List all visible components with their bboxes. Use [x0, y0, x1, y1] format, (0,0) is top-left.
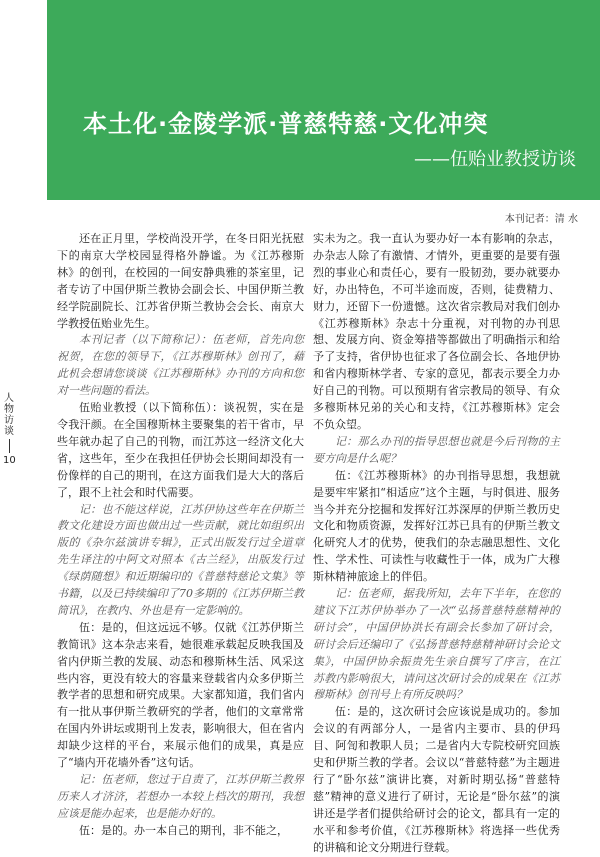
- answer-paragraph: 伍：是的，这次研讨会应该说是成功的。参加会议的有两部分人，一是省内主要市、县的伊玛目、阿訇和教职人员；二是省内大专院校研究回族史和伊斯兰教的学者。会议以“普慈特慈”为主题进行了“卧尔兹”演讲比赛，对新时期弘扬“普慈特慈”精神的意义进行了研讨，无论是“卧尔兹”的演讲还是学者们提供给研讨会的论文，都具有一定的水平和参考价值，《江苏穆斯林》将选择一些优秀的讲稿和论文分期进行登载。: [313, 705, 560, 854]
- paragraph-continued: 实未为之。我一直认为要办好一本有影响的杂志，办杂志人除了有激情、才情外，更重要的是要有强烈的事业心和责任心，要有一股韧劲，要办就要办好，办出特色，不可半途而废，否则，徒费精力、财力，还留下一份遗憾。这次省宗教局对我们创办《江苏穆斯林》杂志十分重视，对刊物的办刊思想、发展方向、资金筹措等都做出了明确指示和给予了支持，省伊协也征求了各位副会长、各地伊协和省内穆斯林学者、专家的意见，都表示要全力办好自己的刊物。可以预期有省宗教局的领导、有众多穆斯林兄弟的关心和支持，《江苏穆斯林》定会不负众望。: [313, 232, 560, 431]
- paragraph: 还在正月里，学校尚没开学，在冬日阳光抚慰下的南京大学校园显得格外静谧。为《江苏穆斯林》的创刊，在校园的一间安静典雅的茶室里，记者专访了中国伊斯兰教协会副会长、中国伊斯兰教经学院副院长、江苏省伊斯兰教协会会长、南京大学教授伍贻业先生。: [57, 232, 304, 330]
- question-paragraph: 本刊记者（以下简称记）：伍老师，首先向您祝贺，在您的领导下，《江苏穆斯林》创刊了，藉此机会想请您谈谈《江苏穆斯林》办刊的方向和您对一些问题的看法。: [57, 333, 304, 398]
- divider: [9, 439, 10, 453]
- right-column: [313, 231, 560, 857]
- sidebar-page-marker: [3, 393, 15, 466]
- section-label: 人物访谈: [4, 393, 14, 437]
- reporter-credit: 本刊记者：清 水: [504, 214, 578, 225]
- title-banner: [47, 0, 600, 200]
- question-paragraph: 记：伍老师，据我所知，去年下半年，在您的建议下江苏伊协举办了一次“弘扬普慈特慈精神的研讨会”，中国伊协洪长有副会长参加了研讨会，研讨会后还编印了《弘扬普慈特慈精神研讨会论文集》，中国伊协余振贵先生亲自撰写了序言，在江苏教内影响很大，请问这次研讨会的成果在《江苏穆斯林》创刊号上有所反映吗？: [313, 587, 560, 702]
- article-subtitle: ——伍贻业教授访谈: [414, 149, 576, 170]
- question-paragraph: 记：也不能这样说，江苏伊协这些年在伊斯兰教文化建设方面也做出过一些贡献，就比如组织出版的《杂尔兹演讲专辑》，正式出版发行过全道章先生译注的中阿文对照本《古兰经》，出版发行过《绿荫随想》和近期编印的《普慈特慈论文集》等书籍，以及已持续编印了70多期的《江苏伊斯兰教简讯》，在教内、外也是有一定影响的。: [57, 502, 304, 617]
- answer-paragraph: 伍贻业教授（以下简称伍）：谈祝贺，实在是令我汗颜。在全国穆斯林主要聚集的若干省市，早些年就办起了自己的刊物，而江苏这一经济文化大省，这些年，至少在我担任伊协会长期间却没有一份像样的自己的期刊，在这方面我们是大大的落后了，跟不上社会和时代需要。: [57, 401, 304, 499]
- answer-paragraph: 伍：是的。办一本自己的期刊，非不能之，: [79, 823, 288, 837]
- answer-paragraph: 伍：是的，但这远远不够。仅就《江苏伊斯兰教简讯》这本杂志来看，她很难承载起反映我国及省内伊斯兰教的发展、动态和穆斯林生活、风采这些内容，更没有较大的容量来登载省内众多伊斯兰教学者的思想和研究成果。大家都知道，我们省内有一批从事伊斯兰教研究的学者，他们的文章常常在国内外讲坛或期刊上发表，影响很大，但在省内却缺少这样的平台，来展示他们的成果，真是应了“墙内开花墙外香”这句话。: [57, 620, 304, 770]
- article-title: 本土化·金陵学派·普慈特慈·文化冲突: [83, 110, 489, 138]
- question-paragraph: 记：那么办刊的指导思想也就是今后刊物的主要方向是什么呢？: [313, 434, 560, 465]
- page-number: 10: [3, 455, 16, 466]
- left-column: [57, 231, 304, 840]
- answer-paragraph: 伍：《江苏穆斯林》的办刊指导思想，我想就是要牢牢紧扣“相适应”这个主题，与时俱进、服务当今并充分挖掘和发挥好江苏深厚的伊斯兰教历史文化和物质资源，发挥好江苏已具有的伊斯兰教文化研究人才的优势，使我们的杂志融思想性、文化性、学术性、可读性与收藏性于一体，成为广大穆斯林精神旅途上的伴侣。: [313, 468, 560, 584]
- question-paragraph: 记：伍老师，您过于自责了，江苏伊斯兰教界历来人才济济，若想办一本较上档次的期刊，我想应该是能办起来，也是能办好的。: [57, 773, 304, 820]
